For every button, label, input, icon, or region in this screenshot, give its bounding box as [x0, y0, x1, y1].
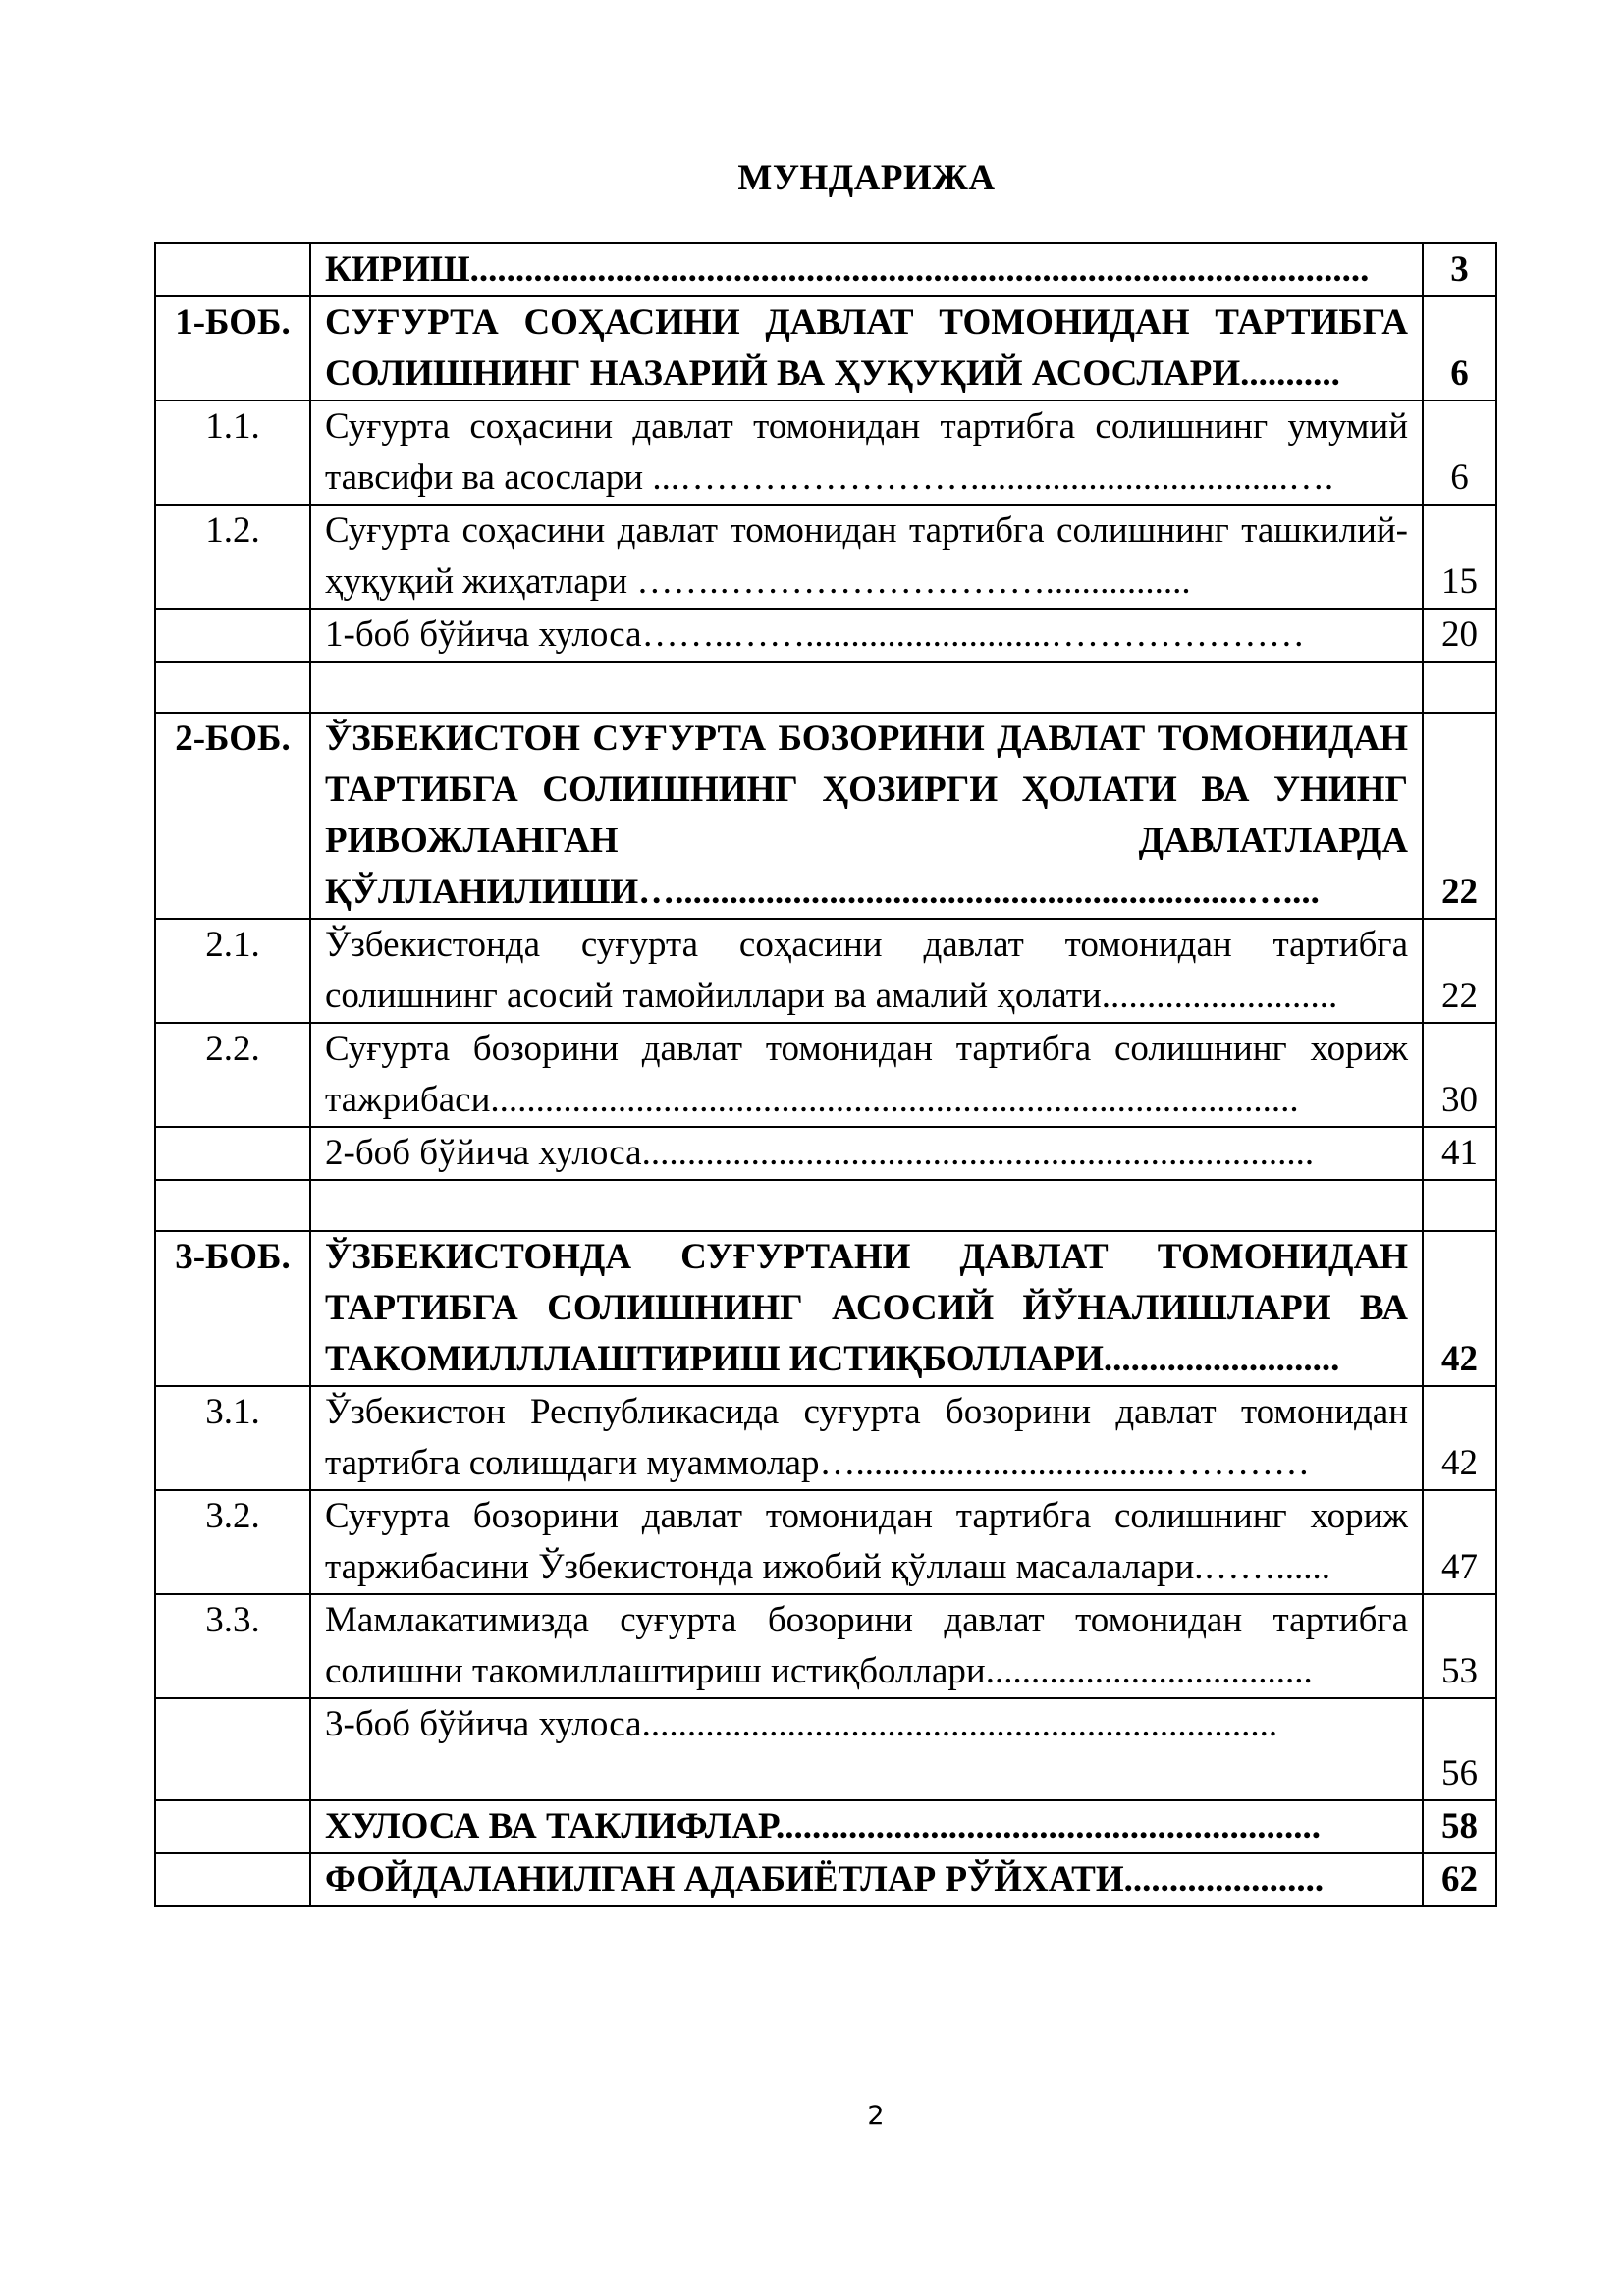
toc-row	[155, 243, 1496, 296]
toc-page-number: 3	[1423, 243, 1496, 296]
toc-row	[155, 609, 1496, 662]
toc-section-number	[155, 1698, 310, 1800]
toc-entry-title-cell	[310, 1490, 1423, 1594]
toc-section-number: 3.2.	[155, 1490, 310, 1594]
toc-section-number: 3.1.	[155, 1386, 310, 1490]
toc-row	[155, 1490, 1496, 1594]
toc-row	[155, 296, 1496, 400]
toc-section-number: 1.1.	[155, 400, 310, 505]
toc-page-number: 56	[1423, 1698, 1496, 1800]
toc-entry-title: Мамлакатимизда суғурта бозорини давлат томонидан тартибга солишни такомиллаштириш истиқболлари....................................	[325, 1600, 1408, 1691]
toc-entry-title-cell	[310, 1180, 1423, 1231]
toc-row	[155, 1594, 1496, 1698]
toc-entry-title: ЎЗБЕКИСТОН СУҒУРТА БОЗОРИНИ ДАВЛАТ ТОМОНИДАН ТАРТИБГА СОЛИШНИНГ ҲОЗИРГИ ҲОЛАТИ ВА УНИНГ РИВОЖЛАНГАН ДАВЛАТЛАРДА ҚЎЛЛАНИЛИШИ…...............................................................…....	[325, 719, 1408, 912]
toc-entry-title-cell	[310, 1023, 1423, 1127]
toc-entry-title-cell	[310, 1231, 1423, 1386]
toc-entry-title: СУҒУРТА СОҲАСИНИ ДАВЛАТ ТОМОНИДАН ТАРТИБГА СОЛИШНИНГ НАЗАРИЙ ВА ҲУҚУҚИЙ АСОСЛАРИ...........	[325, 302, 1408, 394]
toc-section-number	[155, 1800, 310, 1853]
toc-row	[155, 505, 1496, 609]
toc-section-number: 2.1.	[155, 919, 310, 1023]
toc-page-number: 15	[1423, 505, 1496, 609]
toc-row	[155, 1800, 1496, 1853]
page-title: МУНДАРИЖА	[737, 158, 996, 198]
toc-entry-title-cell	[310, 400, 1423, 505]
toc-row	[155, 1023, 1496, 1127]
toc-row	[155, 1127, 1496, 1180]
toc-row	[155, 1853, 1496, 1906]
toc-entry-title-cell	[310, 1800, 1423, 1853]
toc-entry-title-cell	[310, 1127, 1423, 1180]
toc-entry-title: Суғурта соҳасини давлат томонидан тартибга солишнинг умумий тавсифи ва асослари ...……………………...................................….	[325, 406, 1408, 498]
toc-row	[155, 400, 1496, 505]
toc-page-number: 6	[1423, 400, 1496, 505]
toc-page-number: 6	[1423, 296, 1496, 400]
toc-section-number	[155, 1180, 310, 1231]
toc-page-number: 62	[1423, 1853, 1496, 1906]
toc-entry-title: ФОЙДАЛАНИЛГАН АДАБИЁТЛАР РЎЙХАТИ......................	[325, 1859, 1325, 1899]
toc-entry-title: 1-боб бўйича хулоса……..……...........................…………………	[325, 614, 1305, 655]
toc-entry-title: КИРИШ...................................................................................................	[325, 249, 1370, 290]
toc-entry-title: Ўзбекистонда суғурта соҳасини давлат томонидан тартибга солишнинг асосий тамойиллари ва амалий ҳолати..........................	[325, 925, 1408, 1016]
toc-section-number: 3.3.	[155, 1594, 310, 1698]
toc-entry-title: Суғурта бозорини давлат томонидан тартибга солишнинг хориж таржибасини Ўзбекистонда ижобий қўллаш масалалари.……......	[325, 1496, 1408, 1587]
table-of-contents	[154, 242, 1497, 1907]
toc-entry-title-cell	[310, 662, 1423, 713]
toc-entry-title: ХУЛОСА ВА ТАКЛИФЛАР............................................................	[325, 1806, 1321, 1846]
toc-page-number: 41	[1423, 1127, 1496, 1180]
toc-page-number: 58	[1423, 1800, 1496, 1853]
toc-page-number: 30	[1423, 1023, 1496, 1127]
toc-spacer-row	[155, 662, 1496, 713]
toc-page-number	[1423, 662, 1496, 713]
toc-row	[155, 713, 1496, 919]
toc-section-number	[155, 1853, 310, 1906]
toc-entry-title: 2-боб бўйича хулоса..........................................................................	[325, 1133, 1315, 1173]
toc-entry-title-cell	[310, 919, 1423, 1023]
toc-entry-title: ЎЗБЕКИСТОНДА СУҒУРТАНИ ДАВЛАТ ТОМОНИДАН ТАРТИБГА СОЛИШНИНГ АСОСИЙ ЙЎНАЛИШЛАРИ ВА ТАКОМИЛЛЛАШТИРИШ ИСТИҚБОЛЛАРИ..........................	[325, 1237, 1408, 1379]
toc-page-number: 22	[1423, 713, 1496, 919]
toc-entry-title-cell	[310, 713, 1423, 919]
toc-entry-title-cell	[310, 243, 1423, 296]
toc-row	[155, 1386, 1496, 1490]
toc-entry-title: Суғурта соҳасини давлат томонидан тартибга солишнинг ташкилий-ҳуқуқий жиҳатлари …….………………………................	[325, 510, 1408, 602]
toc-section-number	[155, 243, 310, 296]
toc-section-number: 1.2.	[155, 505, 310, 609]
toc-section-number: 2.2.	[155, 1023, 310, 1127]
toc-spacer-row	[155, 1180, 1496, 1231]
toc-section-number: 3-БОБ.	[155, 1231, 310, 1386]
toc-section-number	[155, 609, 310, 662]
toc-body	[155, 243, 1496, 1906]
toc-page-number: 47	[1423, 1490, 1496, 1594]
toc-entry-title-cell	[310, 505, 1423, 609]
toc-section-number	[155, 1127, 310, 1180]
toc-row	[155, 919, 1496, 1023]
toc-entry-title-cell	[310, 1386, 1423, 1490]
toc-row	[155, 1231, 1496, 1386]
toc-page-number: 20	[1423, 609, 1496, 662]
toc-entry-title-cell	[310, 1853, 1423, 1906]
toc-entry-title: 3-боб бўйича хулоса......................................................................	[325, 1704, 1278, 1744]
toc-section-number	[155, 662, 310, 713]
toc-entry-title: Ўзбекистон Республикасида суғурта бозорини давлат томонидан тартибга солишдаги муаммолар…..................................…………	[325, 1392, 1408, 1483]
toc-page-number: 53	[1423, 1594, 1496, 1698]
toc-entry-title-cell	[310, 1698, 1423, 1800]
toc-page-number	[1423, 1180, 1496, 1231]
toc-row	[155, 1698, 1496, 1800]
toc-page-number: 42	[1423, 1386, 1496, 1490]
page-number: 2	[867, 2101, 885, 2131]
toc-entry-title-cell	[310, 609, 1423, 662]
toc-entry-title-cell	[310, 1594, 1423, 1698]
toc-section-number: 1-БОБ.	[155, 296, 310, 400]
toc-section-number: 2-БОБ.	[155, 713, 310, 919]
toc-entry-title: Суғурта бозорини давлат томонидан тартибга солишнинг хориж тажрибаси.........................................................................................	[325, 1029, 1408, 1120]
toc-entry-title-cell	[310, 296, 1423, 400]
toc-page-number: 22	[1423, 919, 1496, 1023]
toc-page-number: 42	[1423, 1231, 1496, 1386]
